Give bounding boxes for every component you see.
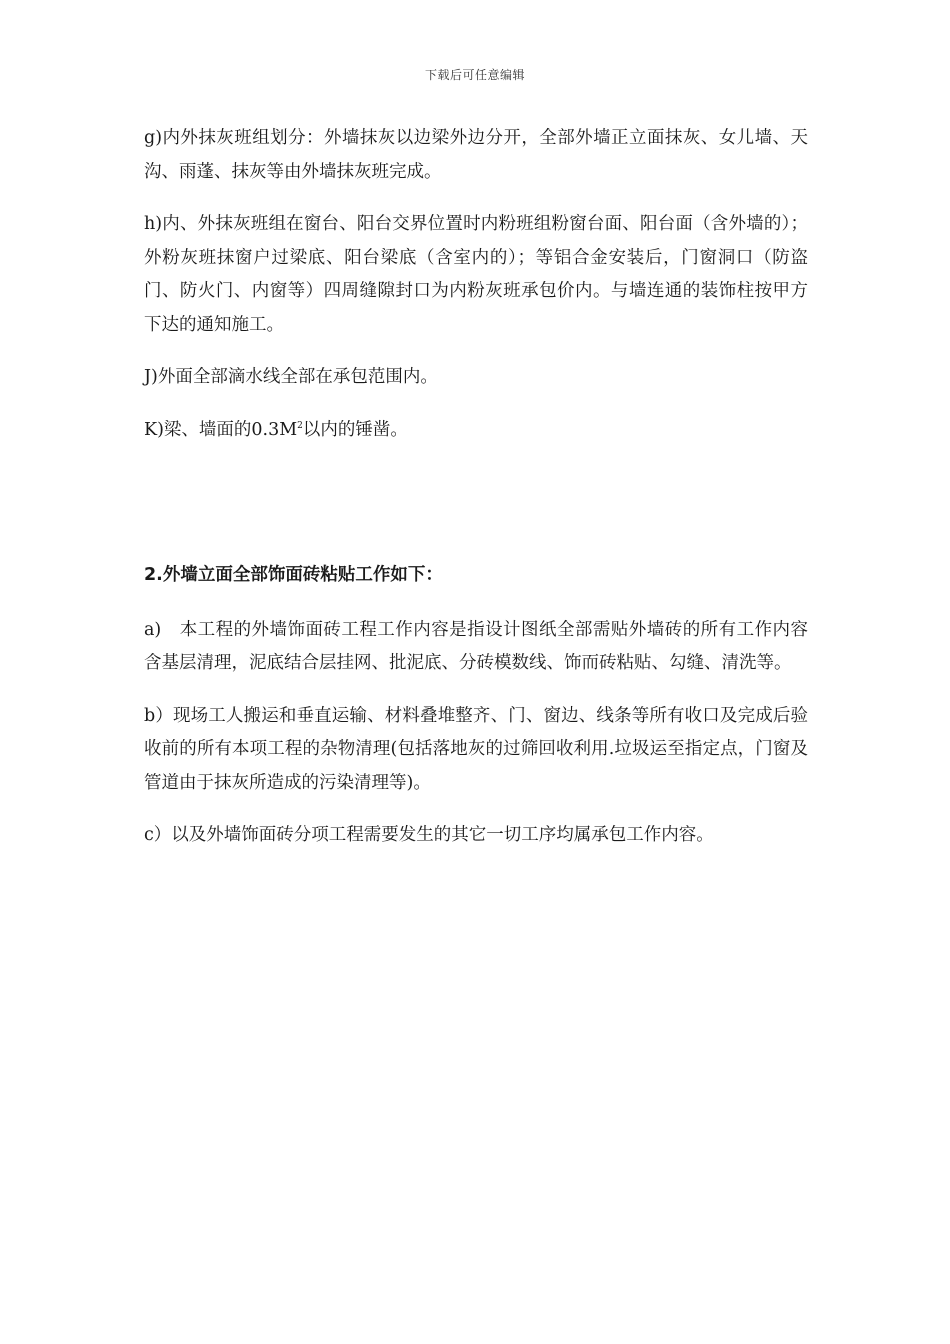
paragraph-k	[144, 414, 808, 448]
document-body	[144, 122, 808, 853]
paragraph-b: b）现场工人搬运和垂直运输、材料叠堆整齐、门、窗边、线条等所有收口及完成后验收前的所有本项工程的杂物清理(包括落地灰的过筛回收利用.垃圾运至指定点，门窗及管道由于抹灰所造成的污染清理等)。	[144, 705, 808, 793]
section-heading: 2.外墙立面全部饰面砖粘贴工作如下：	[144, 565, 443, 585]
paragraph-j: J)外面全部滴水线全部在承包范围内。	[144, 367, 438, 387]
paragraph-a: a) 本工程的外墙饰面砖工程工作内容是指设计图纸全部需贴外墙砖的所有工作内容含基层清理，泥底结合层挂网、批泥底、分砖模数线、饰而砖粘贴、勾缝、清洗等。	[144, 619, 808, 673]
paragraph-h: h)内、外抹灰班组在窗台、阳台交界位置时内粉班组粉窗台面、阳台面（含外墙的）；外粉灰班抹窗户过梁底、阳台梁底（含室内的）；等铝合金安装后，门窗洞口（防盗门、防火门、内窗等）四周缝隙封口为内粉灰班承包价内。与墙连通的装饰柱按甲方下达的通知施工。	[144, 214, 808, 335]
paragraph-c: c）以及外墙饰面砖分项工程需要发生的其它一切工序均属承包工作内容。	[144, 825, 714, 845]
paragraph-k-text-end: 以内的锤凿。	[302, 419, 408, 440]
paragraph-k-text: K)梁、墙面的0.3M	[144, 419, 298, 440]
page-header-note: 下载后可任意编辑	[424, 68, 525, 82]
paragraph-g: g)内外抹灰班组划分：外墙抹灰以边梁外边分开，全部外墙正立面抹灰、女儿墙、天沟、雨蓬、抹灰等由外墙抹灰班完成。	[144, 128, 808, 182]
section-spacer	[144, 447, 808, 559]
paragraph-k-superscript: 2	[297, 420, 303, 431]
